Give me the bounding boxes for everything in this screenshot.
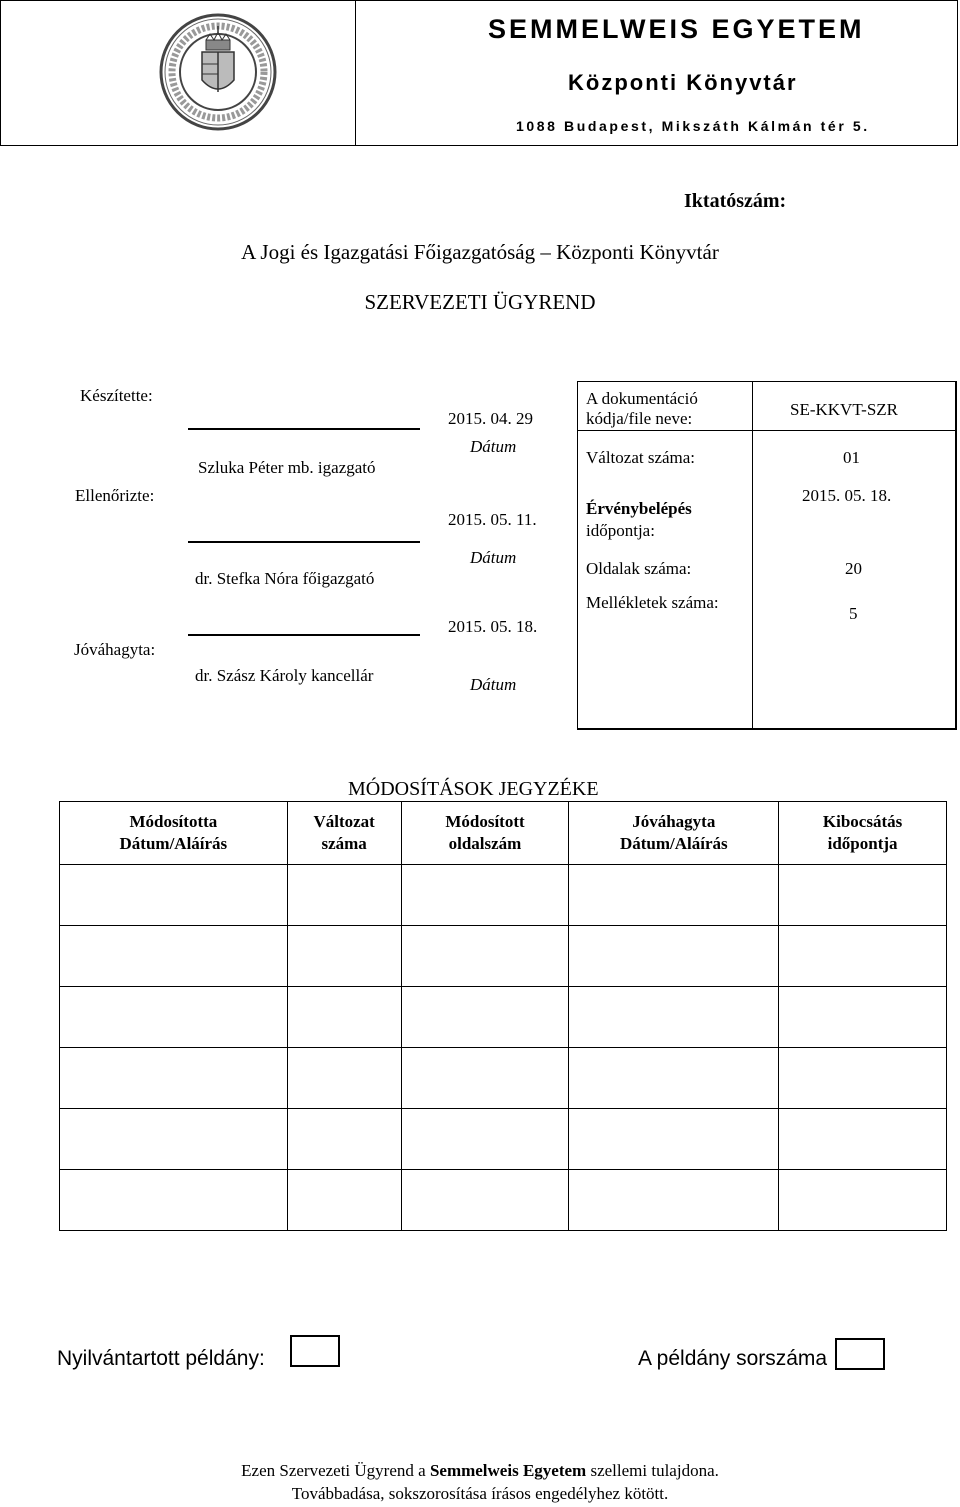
attachments-value: 5 bbox=[849, 604, 858, 623]
table-cell[interactable] bbox=[60, 865, 288, 926]
library-name: Központi Könyvtár bbox=[568, 70, 798, 95]
table-cell[interactable] bbox=[779, 1170, 947, 1231]
library-address: 1088 Budapest, Mikszáth Kálmán tér 5. bbox=[516, 118, 870, 134]
table-cell[interactable] bbox=[569, 1109, 779, 1170]
table-cell[interactable] bbox=[779, 987, 947, 1048]
col-header-modified-page: Módosított oldalszám bbox=[401, 802, 569, 865]
effective-value: 2015. 05. 18. bbox=[802, 486, 892, 505]
date-label-3: Dátum bbox=[470, 675, 517, 694]
table-cell[interactable] bbox=[569, 926, 779, 987]
prepared-label: Készítette: bbox=[80, 386, 153, 405]
table-cell[interactable] bbox=[779, 1048, 947, 1109]
approved-by-name: dr. Szász Károly kancellár bbox=[195, 666, 374, 685]
table-cell[interactable] bbox=[569, 1048, 779, 1109]
date-label-2: Dátum bbox=[470, 548, 517, 567]
table-cell[interactable] bbox=[569, 865, 779, 926]
attachments-label: Mellékletek száma: bbox=[586, 593, 719, 612]
modifications-title: MÓDOSÍTÁSOK JEGYZÉKE bbox=[348, 778, 599, 800]
pages-value: 20 bbox=[845, 559, 862, 578]
table-row bbox=[60, 987, 947, 1048]
version-label: Változat száma: bbox=[586, 448, 696, 467]
version-value: 01 bbox=[843, 448, 860, 467]
table-cell[interactable] bbox=[287, 926, 401, 987]
registered-copy-label: Nyilvántartott példány: bbox=[57, 1347, 265, 1370]
registration-number-label: Iktatószám: bbox=[684, 190, 787, 212]
table-row bbox=[60, 1048, 947, 1109]
approved-label: Jóváhagyta: bbox=[74, 640, 156, 659]
table-cell[interactable] bbox=[401, 865, 569, 926]
table-cell[interactable] bbox=[60, 1170, 288, 1231]
table-cell[interactable] bbox=[569, 987, 779, 1048]
table-row bbox=[60, 865, 947, 926]
prepared-date: 2015. 04. 29 bbox=[448, 409, 533, 428]
table-cell[interactable] bbox=[779, 1109, 947, 1170]
table-cell[interactable] bbox=[287, 1048, 401, 1109]
footer-copyright: Továbbadása, sokszorosítása írásos engedélyhez kötött. bbox=[291, 1484, 669, 1503]
approved-date: 2015. 05. 18. bbox=[448, 617, 538, 636]
table-row bbox=[60, 926, 947, 987]
modifications-header-row bbox=[60, 802, 947, 865]
pages-label: Oldalak száma: bbox=[586, 559, 692, 578]
col-header-modified-by: Módosította Dátum/Aláírás bbox=[60, 802, 288, 865]
document-subtitle: A Jogi és Igazgatási Főigazgatóság – Központi Könyvtár bbox=[241, 240, 719, 264]
table-cell[interactable] bbox=[287, 1170, 401, 1231]
code-label: A dokumentáció kódja/file neve: bbox=[586, 389, 698, 428]
col-header-approved-by: Jóváhagyta Dátum/Aláírás bbox=[569, 802, 779, 865]
table-cell[interactable] bbox=[60, 1109, 288, 1170]
table-row bbox=[60, 1109, 947, 1170]
document-info-box bbox=[577, 381, 957, 730]
table-cell[interactable] bbox=[779, 926, 947, 987]
info-box-rule bbox=[577, 430, 957, 431]
table-cell[interactable] bbox=[401, 1109, 569, 1170]
signature-line-prepared bbox=[188, 428, 420, 430]
table-cell[interactable] bbox=[401, 1170, 569, 1231]
code-value: SE-KKVT-SZR bbox=[790, 400, 898, 419]
signature-line-checked bbox=[188, 541, 420, 543]
table-cell[interactable] bbox=[779, 865, 947, 926]
letterhead-divider bbox=[355, 0, 356, 146]
table-cell[interactable] bbox=[287, 987, 401, 1048]
table-cell[interactable] bbox=[569, 1170, 779, 1231]
effective-label-line1: Érvénybelépés bbox=[586, 499, 692, 518]
table-cell[interactable] bbox=[60, 987, 288, 1048]
date-label-1: Dátum bbox=[470, 437, 517, 456]
table-cell[interactable] bbox=[60, 926, 288, 987]
table-cell[interactable] bbox=[287, 865, 401, 926]
university-name: SEMMELWEIS EGYETEM bbox=[488, 14, 865, 44]
checked-by-name: dr. Stefka Nóra főigazgató bbox=[195, 569, 375, 588]
effective-label-line2: időpontja: bbox=[586, 521, 655, 540]
footer-ownership: Ezen Szervezeti Ügyrend a Semmelweis Egyetem szellemi tulajdona. bbox=[241, 1461, 719, 1480]
table-cell[interactable] bbox=[401, 926, 569, 987]
university-seal-icon bbox=[158, 12, 278, 132]
copy-serial-label: A példány sorszáma bbox=[638, 1347, 828, 1370]
modifications-table bbox=[59, 801, 947, 1231]
registered-copy-checkbox[interactable] bbox=[290, 1335, 340, 1367]
table-cell[interactable] bbox=[401, 1048, 569, 1109]
copy-serial-box[interactable] bbox=[835, 1338, 885, 1370]
checked-label: Ellenőrizte: bbox=[75, 486, 155, 505]
table-cell[interactable] bbox=[60, 1048, 288, 1109]
prepared-by-name: Szluka Péter mb. igazgató bbox=[198, 458, 376, 477]
table-cell[interactable] bbox=[287, 1109, 401, 1170]
col-header-version: Változat száma bbox=[287, 802, 401, 865]
table-row bbox=[60, 1170, 947, 1231]
checked-date: 2015. 05. 11. bbox=[448, 510, 537, 529]
document-title: SZERVEZETI ÜGYREND bbox=[364, 290, 596, 314]
info-box-divider bbox=[752, 381, 753, 730]
table-cell[interactable] bbox=[401, 987, 569, 1048]
col-header-issue-date: Kibocsátás időpontja bbox=[779, 802, 947, 865]
signature-line-approved bbox=[188, 634, 420, 636]
